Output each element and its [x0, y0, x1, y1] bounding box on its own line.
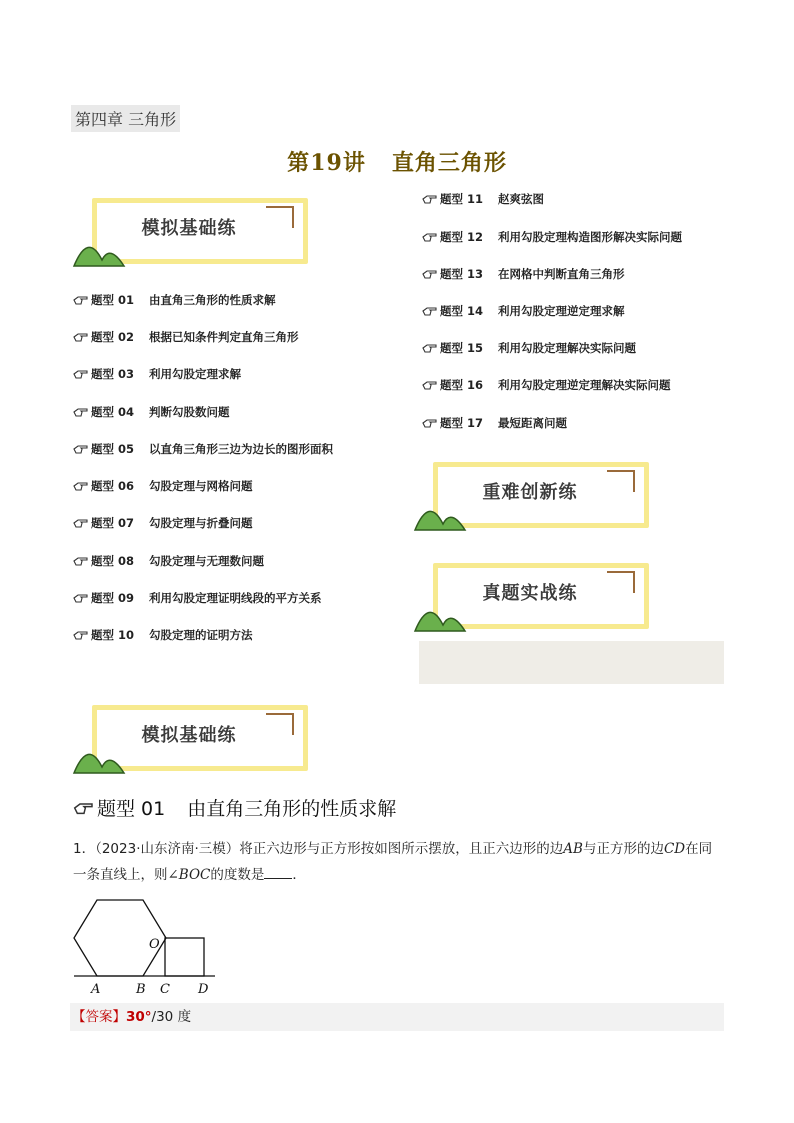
- toc-item-06[interactable]: [73, 478, 253, 494]
- angle-boc: ∠BOC: [167, 867, 211, 883]
- label-d: D: [198, 982, 209, 996]
- toc-type: 题型 01: [91, 293, 135, 307]
- question-text-part: ．: [292, 867, 306, 883]
- toc-title: 利用勾股定理证明线段的平方关系: [149, 591, 322, 605]
- toc-title: 利用勾股定理逆定理求解: [498, 304, 625, 318]
- toc-type: 题型 15: [440, 341, 484, 355]
- label-o: O: [149, 937, 160, 952]
- toc-type: 题型 02: [91, 330, 135, 344]
- toc-title: 在网格中判断直角三角形: [498, 267, 625, 281]
- toc-type: 题型 16: [440, 378, 484, 392]
- toc-item-11[interactable]: [422, 191, 544, 207]
- toc-item-13[interactable]: [422, 266, 625, 282]
- lecture-name: 直角三角形: [391, 151, 507, 176]
- answer-box: [70, 1003, 724, 1031]
- pointing-hand-icon: [73, 331, 89, 343]
- toc-type: 题型 10: [91, 628, 135, 642]
- section-heading: [73, 794, 396, 821]
- banner-real: [425, 563, 653, 635]
- section-title: 由直角三角形的性质求解: [187, 798, 397, 820]
- toc-type: 题型 17: [440, 416, 484, 430]
- toc-type: 题型 04: [91, 405, 135, 419]
- answer-value: 30°: [126, 1009, 152, 1025]
- toc-title: 最短距离问题: [498, 416, 567, 430]
- toc-item-09[interactable]: [73, 590, 322, 606]
- toc-item-02[interactable]: [73, 329, 299, 345]
- toc-type: 题型 12: [440, 230, 484, 244]
- toc-title: 勾股定理与无理数问题: [149, 554, 264, 568]
- banner-mock-top: [84, 198, 312, 270]
- pointing-hand-icon: [422, 268, 438, 280]
- toc-type: 题型 11: [440, 192, 484, 206]
- toc-item-10[interactable]: [73, 627, 253, 643]
- toc-title: 利用勾股定理解决实际问题: [498, 341, 636, 355]
- banner-label: 模拟基础练: [141, 218, 237, 239]
- toc-type: 题型 03: [91, 367, 135, 381]
- pointing-hand-icon: [73, 480, 89, 492]
- pointing-hand-icon: [422, 342, 438, 354]
- pointing-hand-icon: [422, 231, 438, 243]
- lecture-prefix: 第: [287, 151, 311, 176]
- square-shape: [165, 938, 204, 976]
- toc-title: 赵爽弦图: [498, 192, 544, 206]
- banner-label: 重难创新练: [482, 482, 578, 503]
- toc-item-08[interactable]: [73, 553, 264, 569]
- banner-label: 真题实战练: [482, 583, 578, 604]
- question-text-part: 将正六边形与正方形按如图所示摆放，且正六边形的边: [239, 841, 564, 857]
- toc-title: 由直角三角形的性质求解: [149, 293, 276, 307]
- toc-title: 判断勾股数问题: [149, 405, 230, 419]
- toc-item-05[interactable]: [73, 441, 333, 457]
- toc-title: 利用勾股定理逆定理解决实际问题: [498, 378, 671, 392]
- toc-title: 以直角三角形三边为边长的图形面积: [149, 442, 333, 456]
- question-source: （2023·山东济南·三模）: [95, 841, 240, 857]
- toc-type: 题型 07: [91, 516, 135, 530]
- mountain-icon: [413, 595, 473, 633]
- toc-item-07[interactable]: [73, 515, 253, 531]
- mountain-icon: [72, 737, 132, 775]
- answer-blank[interactable]: [264, 864, 292, 879]
- toc-title: 勾股定理的证明方法: [149, 628, 253, 642]
- pointing-hand-icon: [73, 517, 89, 529]
- toc-title: 利用勾股定理构造图形解决实际问题: [498, 230, 682, 244]
- toc-type: 题型 05: [91, 442, 135, 456]
- pointing-hand-icon: [73, 592, 89, 604]
- toc-type: 题型 13: [440, 267, 484, 281]
- mountain-icon: [413, 494, 473, 532]
- toc-item-14[interactable]: [422, 303, 625, 319]
- lecture-suffix: 讲: [342, 151, 366, 176]
- toc-title: 根据已知条件判定直角三角形: [149, 330, 299, 344]
- toc-type: 题型 08: [91, 554, 135, 568]
- pointing-hand-icon: [73, 406, 89, 418]
- geometry-figure: [70, 896, 220, 996]
- lecture-title: [0, 146, 794, 177]
- label-b: B: [136, 982, 146, 996]
- question-number: 1．: [73, 841, 96, 857]
- segment-cd: CD: [663, 841, 686, 857]
- section-type: 题型 01: [97, 798, 166, 820]
- question-text: [73, 836, 725, 888]
- toc-type: 题型 06: [91, 479, 135, 493]
- pointing-hand-icon: [422, 417, 438, 429]
- toc-item-01[interactable]: [73, 292, 276, 308]
- pointing-hand-icon: [73, 443, 89, 455]
- lecture-number: 19: [310, 150, 343, 176]
- pointing-hand-icon: [422, 193, 438, 205]
- toc-item-16[interactable]: [422, 377, 671, 393]
- toc-item-04[interactable]: [73, 404, 230, 420]
- pointing-hand-icon: [73, 555, 89, 567]
- banner-mock-section: [84, 705, 312, 777]
- toc-type: 题型 14: [440, 304, 484, 318]
- banner-label: 模拟基础练: [141, 725, 237, 746]
- answer-tag: 【答案】: [72, 1009, 126, 1025]
- toc-title: 勾股定理与网格问题: [149, 479, 253, 493]
- toc-item-15[interactable]: [422, 340, 636, 356]
- pointing-hand-icon: [422, 379, 438, 391]
- toc-item-17[interactable]: [422, 415, 567, 431]
- segment-ab: AB: [563, 841, 583, 857]
- answer-rest: /30 度: [151, 1009, 192, 1025]
- pointing-hand-icon: [422, 305, 438, 317]
- empty-shaded-box: [419, 641, 724, 684]
- label-c: C: [160, 982, 170, 996]
- pointing-hand-icon: [73, 629, 89, 641]
- chapter-title: 第四章 三角形: [71, 105, 180, 132]
- pointing-hand-icon: [73, 800, 95, 816]
- label-a: A: [91, 982, 101, 996]
- pointing-hand-icon: [73, 294, 89, 306]
- question-text-part: 在同一条直线上，则: [73, 841, 713, 883]
- toc-item-03[interactable]: [73, 366, 241, 382]
- question-text-part: 的度数是: [210, 867, 265, 883]
- mountain-icon: [72, 230, 132, 268]
- toc-item-12[interactable]: [422, 229, 682, 245]
- question-text-part: 与正方形的边: [582, 841, 664, 857]
- toc-title: 利用勾股定理求解: [149, 367, 241, 381]
- toc-title: 勾股定理与折叠问题: [149, 516, 253, 530]
- banner-hard: [425, 462, 653, 534]
- toc-type: 题型 09: [91, 591, 135, 605]
- pointing-hand-icon: [73, 368, 89, 380]
